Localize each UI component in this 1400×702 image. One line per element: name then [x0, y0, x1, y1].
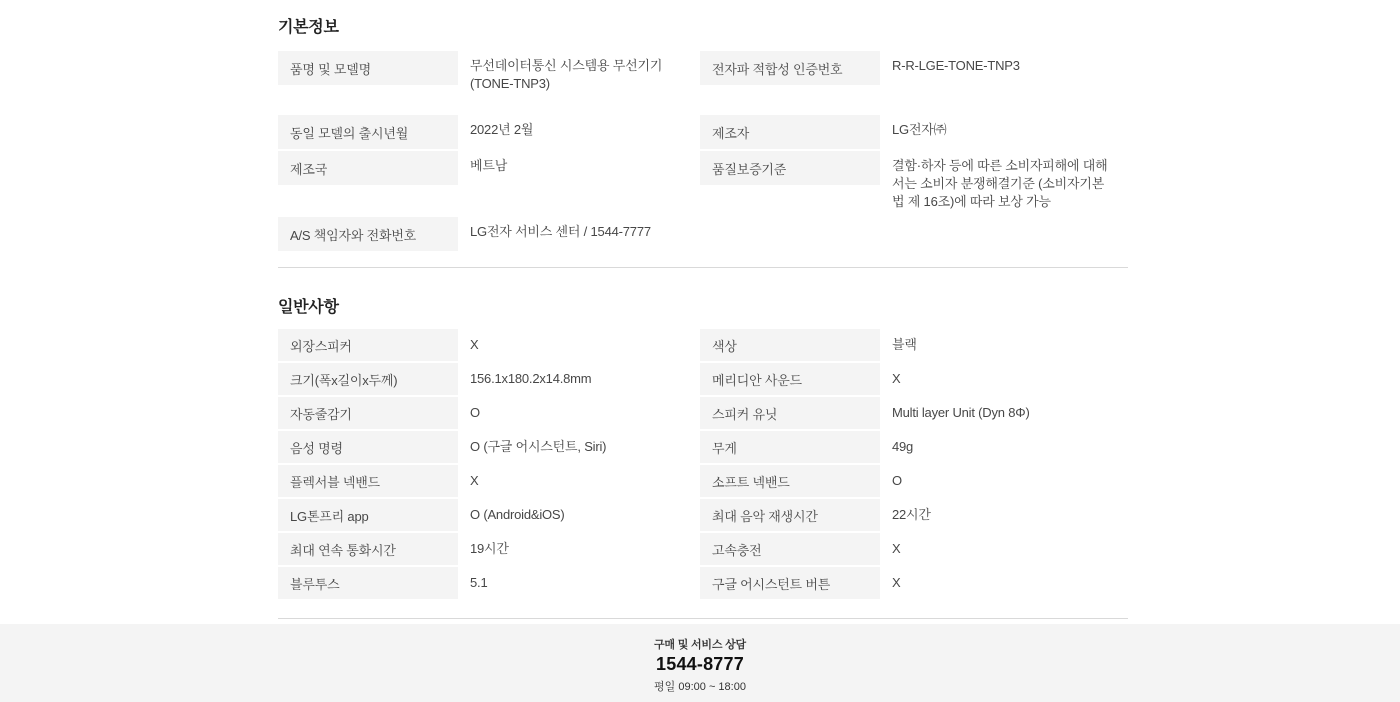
footer-business-hours: 평일 09:00 ~ 18:00: [654, 681, 746, 693]
spec-label-speaker-unit: 스피커 유닛: [700, 397, 880, 429]
spec-value-manufacturer: LG전자㈜: [892, 122, 947, 137]
footer-divider: [278, 618, 1128, 619]
spec-label-tone-free-app: LG톤프리 app: [278, 499, 458, 531]
spec-value-tone-free-app: O (Android&iOS): [470, 507, 565, 522]
spec-value-fast-charging: X: [892, 541, 901, 556]
spec-value-dimensions: 156.1x180.2x14.8mm: [470, 371, 592, 386]
footer-caption: 구매 및 서비스 상담: [654, 639, 746, 651]
spec-label-fast-charging: 고속충전: [700, 533, 880, 565]
spec-value-as-contact: LG전자 서비스 센터 / 1544-7777: [470, 224, 651, 239]
spec-label-empty: [700, 217, 880, 251]
spec-row: [278, 217, 1128, 251]
spec-value-color: 블랙: [892, 337, 917, 352]
spec-label-bluetooth: 블루투스: [278, 567, 458, 599]
spec-label-dimensions: 크기(폭x길이x두께): [278, 363, 458, 395]
spec-content: [278, 0, 1128, 619]
spec-value-country-of-origin: 베트남: [470, 158, 508, 173]
spec-row: [278, 431, 1128, 463]
spec-label-google-assistant-button: 구글 어시스턴트 버튼: [700, 567, 880, 599]
spec-value-release-date: 2022년 2월: [470, 122, 534, 137]
spec-row: [278, 397, 1128, 429]
spec-value-flexible-neckband: X: [470, 473, 479, 488]
spec-row: [278, 151, 1128, 217]
spec-label-flexible-neckband: 플렉서블 넥밴드: [278, 465, 458, 497]
spec-label-warranty-standard: 품질보증기준: [700, 151, 880, 185]
spec-label-auto-cord-winding: 자동줄감기: [278, 397, 458, 429]
spec-label-max-talk-time: 최대 연속 통화시간: [278, 533, 458, 565]
basic-info-title: 기본정보: [278, 19, 339, 36]
spec-row: [278, 499, 1128, 531]
spec-label-external-speaker: 외장스피커: [278, 329, 458, 361]
spec-label-emc-cert-number: 전자파 적합성 인증번호: [700, 51, 880, 85]
spec-value-speaker-unit: Multi layer Unit (Dyn 8Φ): [892, 405, 1030, 420]
spec-label-release-date: 동일 모델의 출시년월: [278, 115, 458, 149]
footer: [0, 624, 1400, 702]
spec-value-product-model: 무선데이터통신 시스템용 무선기기 (TONE-TNP3): [470, 58, 663, 91]
spec-value-max-talk-time: 19시간: [470, 541, 509, 556]
spec-value-bluetooth: 5.1: [470, 575, 488, 590]
spec-label-as-contact: A/S 책임자와 전화번호: [278, 217, 458, 251]
spec-label-manufacturer: 제조자: [700, 115, 880, 149]
spec-row: [278, 567, 1128, 599]
spec-value-voice-command: O (구글 어시스턴트, Siri): [470, 439, 607, 454]
spec-row: [278, 533, 1128, 565]
spec-value-emc-cert-number: R-R-LGE-TONE-TNP3: [892, 58, 1020, 73]
general-table: [278, 329, 1128, 599]
spec-label-product-model: 품명 및 모델명: [278, 51, 458, 85]
general-title: 일반사항: [278, 299, 339, 316]
spec-value-warranty-standard: 결함·하자 등에 따른 소비자피해에 대해서는 소비자 분쟁해결기준 (소비자기본법 제 16조)에 따라 보상 가능: [892, 158, 1108, 209]
spec-label-weight: 무게: [700, 431, 880, 463]
spec-value-empty: [880, 217, 1128, 229]
spec-row: [278, 465, 1128, 497]
spec-row: [278, 363, 1128, 395]
spec-value-weight: 49g: [892, 439, 914, 454]
spec-label-color: 색상: [700, 329, 880, 361]
spec-row: [278, 329, 1128, 361]
spec-label-voice-command: 음성 명령: [278, 431, 458, 463]
spec-label-country-of-origin: 제조국: [278, 151, 458, 185]
footer-phone-number: 1544-8777: [656, 654, 744, 674]
spec-value-google-assistant-button: X: [892, 575, 901, 590]
spec-label-max-music-playtime: 최대 음악 재생시간: [700, 499, 880, 531]
spec-row: [278, 51, 1128, 99]
basic-info-table: [278, 51, 1128, 251]
spec-value-auto-cord-winding: O: [470, 405, 480, 420]
spec-value-external-speaker: X: [470, 337, 479, 352]
spec-label-meridian-sound: 메리디안 사운드: [700, 363, 880, 395]
section-divider: [278, 267, 1128, 268]
spec-row: [278, 115, 1128, 149]
spec-label-soft-neckband: 소프트 넥밴드: [700, 465, 880, 497]
spec-value-soft-neckband: O: [892, 473, 902, 488]
spec-value-meridian-sound: X: [892, 371, 901, 386]
spec-value-max-music-playtime: 22시간: [892, 507, 931, 522]
